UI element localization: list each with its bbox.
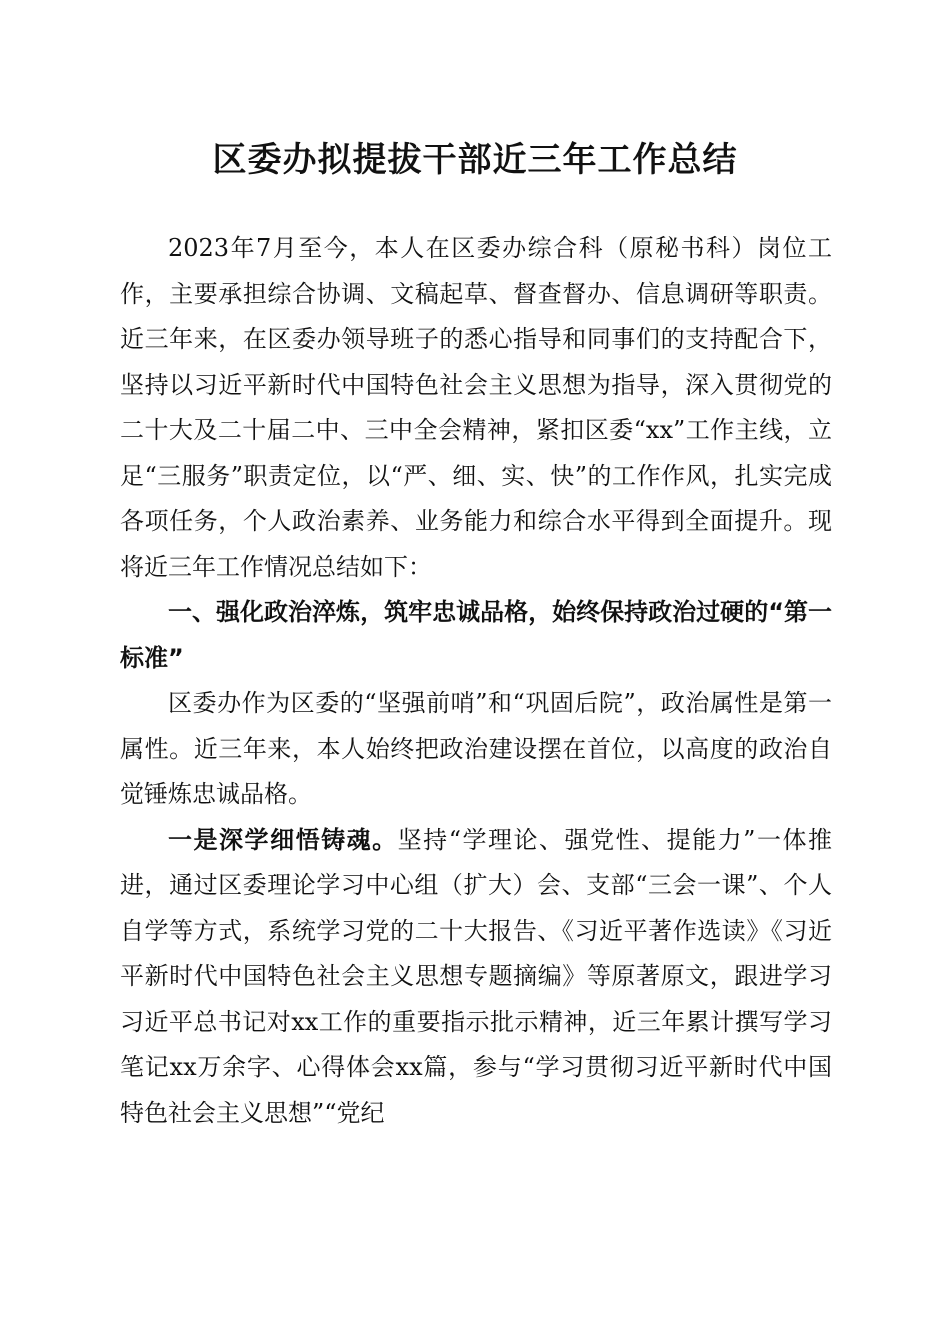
section-1-paragraph: 区委办作为区委的“坚强前哨”和“巩固后院”，政治属性是第一属性。近三年来，本人始终把政治建设摆在首位，以高度的政治自觉锤炼忠诚品格。 — [120, 689, 832, 808]
document-title: 区委办拟提拔干部近三年工作总结 — [212, 140, 738, 180]
section-heading-1: 一、强化政治淬炼，筑牢忠诚品格，始终保持政治过硬的“第一标准” — [120, 598, 832, 672]
point-1-text: 坚持“学理论、强党性、提能力”一体推进，通过区委理论学习中心组（扩大）会、支部“三会一课”、个人自学等方式，系统学习党的二十大报告、《习近平著作选读》《习近平新时代中国特色社会主义思想专题摘编》等原著原文，跟进学习习近平总书记对xx工作的重要指示批示精神，近三年累计撰写学习笔记xx万余字、心得体会xx篇，参与“学习贯彻习近平新时代中国特色社会主义思想”“党纪 — [120, 825, 832, 1127]
point-1-lead: 一是深学细悟铸魂。 — [168, 825, 398, 854]
document-body — [120, 226, 832, 1136]
intro-paragraph: 2023年7月至今，本人在区委办综合科（原秘书科）岗位工作，主要承担综合协调、文稿起草、督查督办、信息调研等职责。近三年来，在区委办领导班子的悉心指导和同事们的支持配合下，坚持以习近平新时代中国特色社会主义思想为指导，深入贯彻党的二十大及二十届二中、三中全会精神，紧扣区委“xx”工作主线，立足“三服务”职责定位，以“严、细、实、快”的工作作风，扎实完成各项任务，个人政治素养、业务能力和综合水平得到全面提升。现将近三年工作情况总结如下： — [120, 234, 832, 581]
point-1-paragraph — [120, 818, 832, 1137]
